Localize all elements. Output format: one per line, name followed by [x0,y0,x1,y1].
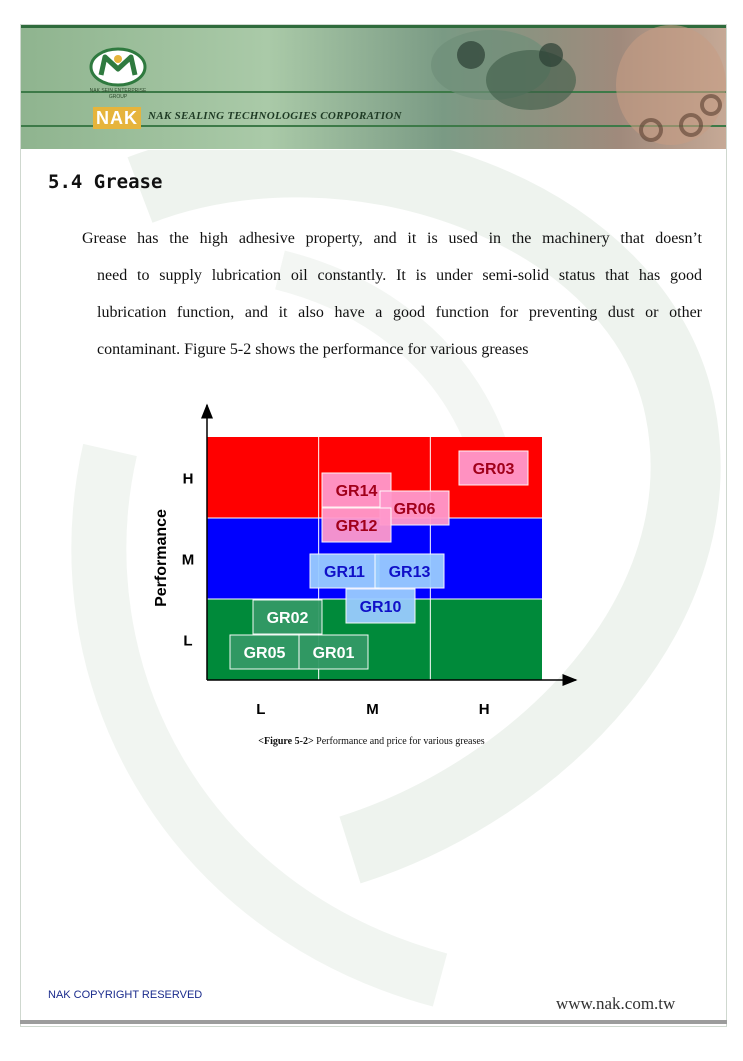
y-tick-label: M [181,551,195,569]
paragraph-line: lubrication function, and it also have a good function for preventing dust or other [97,304,702,321]
grease-label: GR14 [335,483,378,500]
section-title: 5.4 Grease [48,171,163,193]
grease-label: GR03 [472,461,515,478]
body-paragraph [82,220,702,368]
x-tick-label: H [478,701,490,718]
paragraph-line: Grease has the high adhesive property, and it is used in the machinery that doesn’t [82,230,702,247]
grease-label: GR05 [243,645,286,662]
x-tick-label: L [256,701,266,718]
paragraph-line: contaminant. Figure 5-2 shows the performance for various greases [97,341,529,358]
grease-label: GR01 [312,645,355,662]
logo-subtitle: NAK SEIN ENTERPRISE GROUP [89,88,147,100]
x-tick-label: M [366,701,379,718]
corporation-name: NAK SEALING TECHNOLOGIES CORPORATION [148,110,402,122]
y-tick-label: L [183,632,193,650]
performance-price-chart [140,395,590,725]
grease-label: GR06 [393,501,436,518]
figure-caption-text: Performance and price for various greases [313,736,485,747]
footer-rule [20,1020,727,1024]
motorcycle-racer-image [351,25,726,149]
header-banner [21,25,726,149]
grease-label: GR12 [335,518,378,535]
website-url[interactable]: www.nak.com.tw [556,994,676,1013]
paragraph-line: need to supply lubrication oil constantly. It is under semi-solid status that has good [97,267,702,284]
grease-label: GR10 [359,599,402,616]
figure-caption [0,736,743,747]
grease-label: GR11 [324,564,365,581]
copyright-notice: NAK COPYRIGHT RESERVED [48,989,203,1001]
grease-label: GR02 [266,610,309,627]
nak-logo: NAK [93,107,141,129]
y-axis-label: Performance [153,509,170,607]
figure-caption-label: <Figure 5-2> [258,736,314,747]
y-tick-label: H [182,470,194,488]
grease-label: GR13 [388,564,431,581]
company-logo [89,47,147,87]
